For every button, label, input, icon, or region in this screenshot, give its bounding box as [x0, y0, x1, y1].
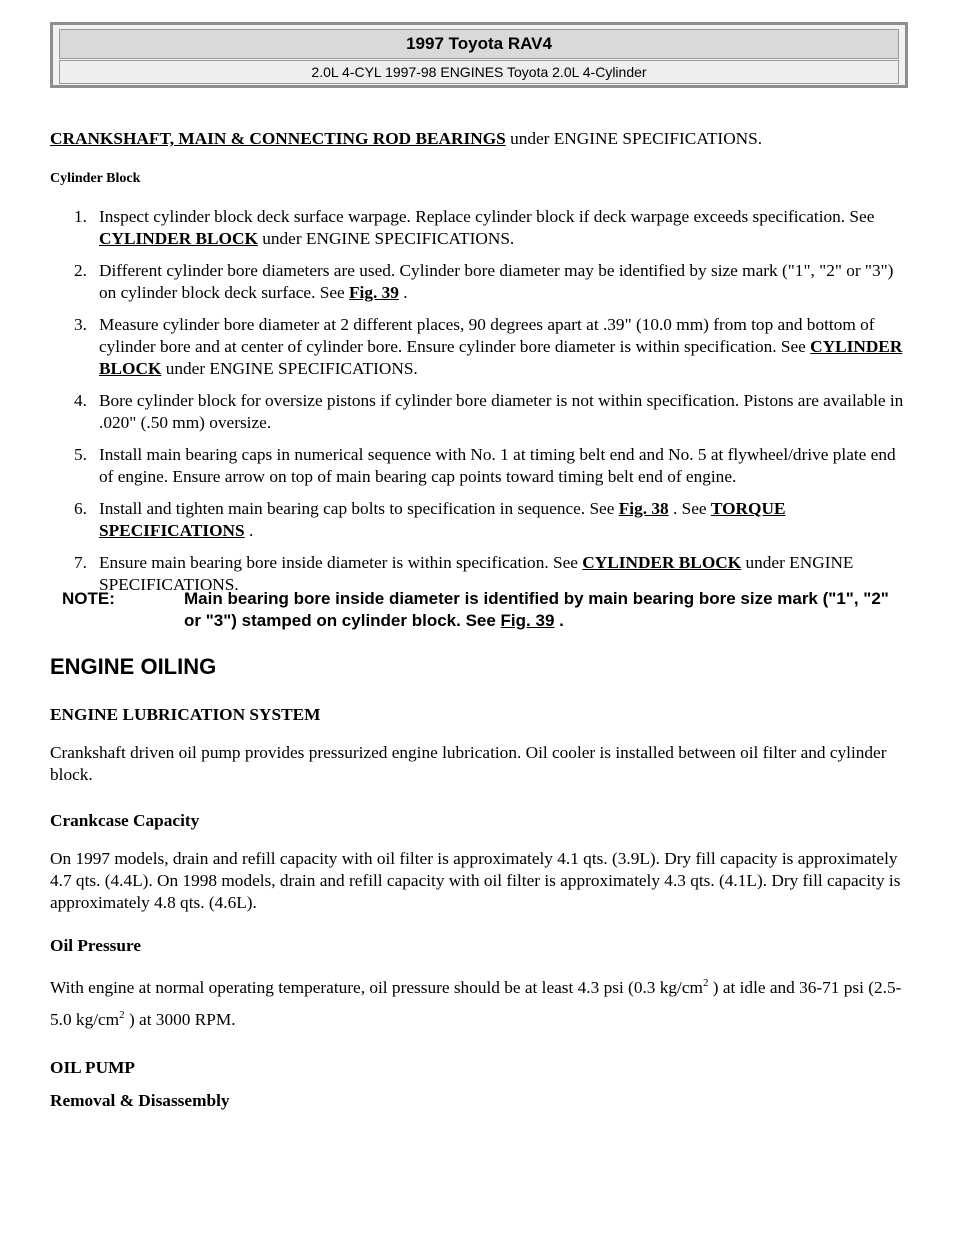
oil-pressure-heading: Oil Pressure	[50, 936, 142, 955]
cylinder-block-steps	[50, 206, 910, 596]
cylinder-block-heading: Cylinder Block	[50, 171, 141, 186]
cylinder-block-spec-link[interactable]: CYLINDER BLOCK	[582, 553, 742, 572]
list-item: 3. Measure cylinder bore diameter at 2 different places, 90 degrees apart at .39" (10.0 mm) from top and bottom of cylinder bore and at center of cylinder bore. Ensure cylinder bore diameter is within specification. See CYLINDER BLOCK under ENGINE SPECIFICATIONS.	[74, 315, 903, 378]
list-item: 1. Inspect cylinder block deck surface warpage. Replace cylinder block if deck warpage exceeds specification. See CYLINDER BLOCK under ENGINE SPECIFICATIONS.	[74, 207, 875, 248]
cylinder-block-spec-link[interactable]: CYLINDER BLOCK	[99, 337, 903, 378]
crankcase-capacity-heading: Crankcase Capacity	[50, 811, 200, 830]
list-item: 7. Ensure main bearing bore inside diameter is within specification. See CYLINDER BLOCK under ENGINE SPECIFICATIONS.	[74, 553, 854, 594]
crankcase-paragraph: On 1997 models, drain and refill capacity with oil filter is approximately 4.1 qts. (3.9L). Dry fill capacity is approximately 4.7 qts. (4.4L). On 1998 models, drain and refill capacity with oil filter is approximately 4.3 qts. (4.1L). Dry fill capacity is approximately 4.8 qts. (4.6L).	[50, 849, 901, 912]
list-item: 6. Install and tighten main bearing cap bolts to specification in sequence. See Fig. 38 . See TORQUE SPECIFICATIONS .	[74, 499, 786, 540]
list-item: 5. Install main bearing caps in numerical sequence with No. 1 at timing belt end and No. 5 at flywheel/drive plate end of engine. Ensure arrow on top of main bearing cap points toward timing belt end of engine.	[74, 445, 896, 486]
intro-paragraph: CRANKSHAFT, MAIN & CONNECTING ROD BEARINGS under ENGINE SPECIFICATIONS.	[50, 129, 763, 148]
fig-38-link[interactable]: Fig. 38	[618, 499, 669, 518]
engine-oiling-heading: ENGINE OILING	[50, 654, 217, 679]
note-text: Main bearing bore inside diameter is identified by main bearing bore size mark ("1", "2" or "3") stamped on cylinder block. See Fig. 39 .	[184, 589, 889, 630]
document-body	[50, 128, 910, 596]
lubrication-paragraph: Crankshaft driven oil pump provides pressurized engine lubrication. Oil cooler is installed between oil filter and cylinder block.	[50, 743, 887, 784]
lubrication-system-heading: ENGINE LUBRICATION SYSTEM	[50, 705, 321, 724]
oil-pump-heading: OIL PUMP	[50, 1058, 135, 1077]
fig-39-link[interactable]: Fig. 39	[349, 283, 399, 302]
crankshaft-bearings-link[interactable]: CRANKSHAFT, MAIN & CONNECTING ROD BEARINGS	[50, 129, 506, 148]
list-item: 2. Different cylinder bore diameters are used. Cylinder bore diameter may be identified by size mark ("1", "2" or "3") on cylinder block deck surface. See Fig. 39 .	[74, 261, 894, 302]
torque-specifications-link[interactable]: TORQUE SPECIFICATIONS	[99, 499, 786, 540]
oil-pressure-paragraph: With engine at normal operating temperature, oil pressure should be at least 4.3 psi (0.3 $kg/cm^2$ ) at idle and 36-71 psi (2.5-5.0 $kg/cm^2$ ) at 3000 RPM.	[50, 977, 902, 1029]
page-header	[50, 22, 908, 88]
list-item: 4. Bore cylinder block for oversize pistons if cylinder bore diameter is not within specification. Pistons are available in .020" (.50 mm) oversize.	[74, 391, 904, 432]
cylinder-block-spec-link[interactable]: CYLINDER BLOCK	[99, 229, 258, 248]
removal-disassembly-heading: Removal & Disassembly	[50, 1091, 230, 1110]
fig-39-link[interactable]: Fig. 39	[500, 611, 555, 630]
vehicle-title: 1997 Toyota RAV4	[59, 29, 899, 59]
engine-subtitle: 2.0L 4-CYL 1997-98 ENGINES Toyota 2.0L 4-Cylinder	[59, 60, 899, 84]
note-label: NOTE:	[62, 589, 115, 608]
